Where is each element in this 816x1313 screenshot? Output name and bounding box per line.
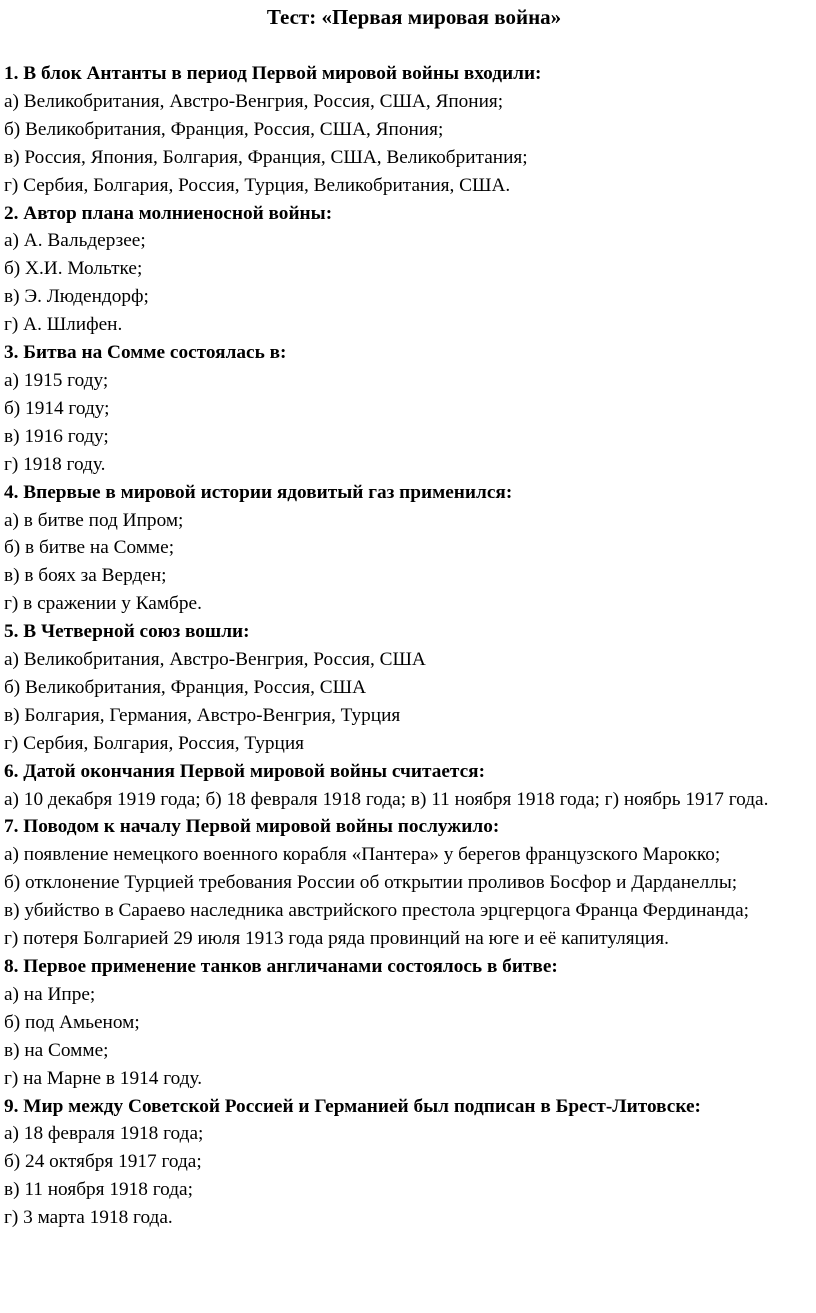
answer-option: в) 11 ноября 1918 года; — [4, 1179, 193, 1201]
page-title: Тест: «Первая мировая война» — [266, 5, 562, 29]
answer-option: г) потеря Болгарией 29 июля 1913 года ряда провинций на юге и её капитуляция. — [4, 928, 669, 950]
answer-option: б) Великобритания, Франция, Россия, США — [4, 676, 367, 698]
question-list — [4, 60, 816, 1232]
answer-option: б) Х.И. Мольтке; — [4, 258, 143, 280]
answer-option: в) убийство в Сараево наследника австрийского престола эрцгерцога Франца Фердинанда; — [4, 900, 750, 922]
answer-option: а) 18 февраля 1918 года; — [4, 1123, 204, 1145]
question-block — [4, 1093, 816, 1233]
question-text: 7. Поводом к началу Первой мировой войны послужило: — [4, 816, 500, 838]
question-block — [4, 200, 816, 340]
answer-option: г) Сербия, Болгария, Россия, Турция, Великобритания, США. — [4, 174, 511, 196]
answer-option: в) 1916 году; — [4, 425, 109, 447]
answer-option: в) на Сомме; — [4, 1039, 109, 1061]
answer-option: г) Сербия, Болгария, Россия, Турция — [4, 732, 305, 754]
answer-option: а) А. Вальдерзее; — [4, 230, 146, 252]
question-block — [4, 758, 816, 814]
question-text: 3. Битва на Сомме состоялась в: — [4, 342, 287, 364]
question-block — [4, 479, 816, 619]
answer-option: г) А. Шлифен. — [4, 314, 123, 336]
answer-option: б) 24 октября 1917 года; — [4, 1151, 202, 1173]
question-text: 2. Автор плана молниеносной войны: — [4, 202, 333, 224]
answer-option: а) на Ипре; — [4, 983, 96, 1005]
question-block — [4, 339, 816, 479]
answer-option: в) Э. Людендорф; — [4, 286, 149, 308]
answer-option: г) в сражении у Камбре. — [4, 593, 202, 615]
answer-option: б) отклонение Турцией требования России об открытии проливов Босфор и Дарданеллы; — [4, 872, 738, 894]
question-text: 9. Мир между Советской Россией и Германией был подписан в Брест-Литовске: — [4, 1095, 701, 1117]
question-block — [4, 813, 816, 953]
answer-option: а) Великобритания, Австро-Венгрия, Россия, США — [4, 649, 426, 671]
question-block — [4, 60, 816, 200]
answer-option: б) 1914 году; — [4, 397, 110, 419]
answer-option: а) 1915 году; — [4, 369, 109, 391]
question-text: 4. Впервые в мировой истории ядовитый газ применился: — [4, 481, 513, 503]
question-text: 6. Датой окончания Первой мировой войны считается: — [4, 760, 486, 782]
answer-option: а) 10 декабря 1919 года; б) 18 февраля 1918 года; в) 11 ноября 1918 года; г) ноябрь 1917 года. — [4, 788, 769, 810]
answer-option: а) в битве под Ипром; — [4, 509, 184, 531]
answer-option: б) под Амьеном; — [4, 1011, 140, 1033]
answer-option: г) 1918 году. — [4, 453, 106, 475]
question-block — [4, 953, 816, 1093]
answer-option: г) 3 марта 1918 года. — [4, 1207, 173, 1229]
answer-option: г) на Марне в 1914 году. — [4, 1067, 203, 1089]
answer-option: в) Болгария, Германия, Австро-Венгрия, Турция — [4, 704, 401, 726]
answer-option: б) Великобритания, Франция, Россия, США, Япония; — [4, 118, 444, 140]
answer-option: а) Великобритания, Австро-Венгрия, Россия, США, Япония; — [4, 90, 504, 112]
question-text: 5. В Четверной союз вошли: — [4, 621, 250, 643]
answer-option: в) в боях за Верден; — [4, 565, 167, 587]
answer-option: а) появление немецкого военного корабля «Пантера» у берегов французского Марокко; — [4, 844, 721, 866]
question-block — [4, 618, 816, 758]
question-text: 1. В блок Антанты в период Первой мировой войны входили: — [4, 63, 542, 84]
answer-option: б) в битве на Сомме; — [4, 537, 175, 559]
answer-option: в) Россия, Япония, Болгария, Франция, США, Великобритания; — [4, 146, 528, 168]
question-text: 8. Первое применение танков англичанами состоялось в битве: — [4, 956, 558, 977]
